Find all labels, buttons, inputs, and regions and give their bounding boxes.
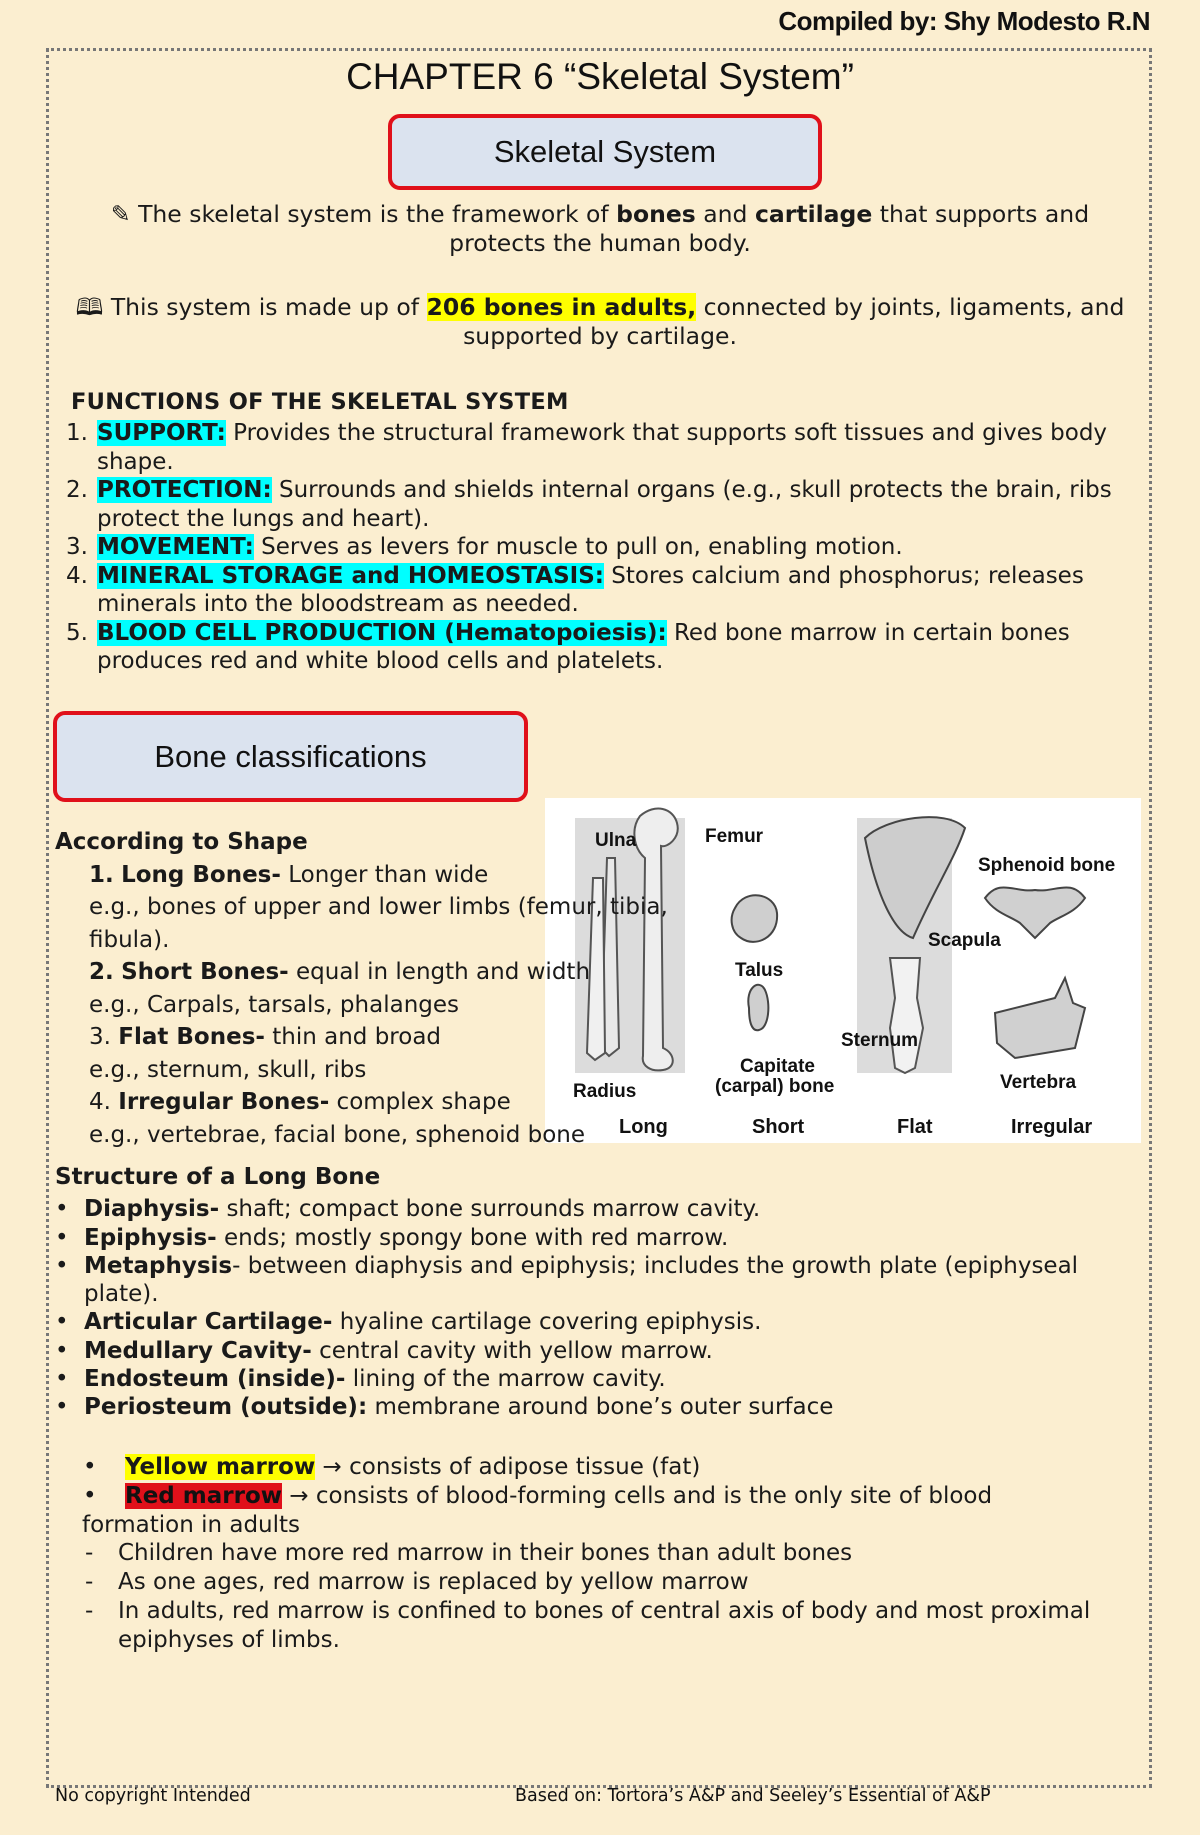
shape-item <box>55 956 695 989</box>
term-desc: hyaline cartilage covering epiphysis. <box>332 1309 762 1336</box>
count-text-2: connected by joints, ligaments, and supported by cartilage. <box>463 293 1125 350</box>
term-desc: - between diaphysis and epiphysis; includes the growth plate (epiphyseal plate). <box>84 1252 1079 1308</box>
capitate-bone <box>748 985 768 1030</box>
shape-example: e.g., bones of upper and lower limbs (femur, tibia, fibula). <box>89 894 668 953</box>
item-number: 4. <box>66 562 88 589</box>
caption-short: Short <box>752 1116 805 1138</box>
shape-example: e.g., Carpals, tarsals, phalanges <box>89 991 459 1018</box>
list-item <box>55 1337 1145 1365</box>
note-text: In adults, red marrow is confined to bones of central axis of body and most proximal epiphyses of limbs. <box>118 1597 1091 1653</box>
marrow-section <box>55 1453 1145 1655</box>
item-text: Stores calcium and phosphorus; releases minerals into the bloodstream as needed. <box>97 562 1084 617</box>
label-talus: Talus <box>735 960 784 981</box>
bones-count-paragraph <box>60 293 1140 351</box>
intro-text-1: The skeletal system is the framework of <box>138 200 617 228</box>
yellow-marrow-text: → consists of adipose tissue (fat) <box>315 1454 701 1480</box>
list-item <box>55 1195 1145 1223</box>
item-number: 5. <box>66 619 88 646</box>
term-desc: central cavity with yellow marrow. <box>311 1337 713 1364</box>
term: Epiphysis- <box>84 1224 217 1251</box>
term: Periosteum (outside): <box>84 1394 368 1421</box>
shape-example: e.g., sternum, skull, ribs <box>89 1056 367 1083</box>
item-number: 2. <box>66 477 88 503</box>
shape-classification <box>55 826 695 1151</box>
label-femur: Femur <box>705 826 764 847</box>
caption-irregular: Irregular <box>1011 1116 1093 1138</box>
bullet-icon: • <box>55 1337 69 1364</box>
label-sternum: Sternum <box>841 1030 919 1051</box>
chapter-title: CHAPTER 6 “Skeletal System” <box>346 56 854 97</box>
term: Metaphysis <box>84 1252 233 1279</box>
red-marrow-text: → consists of blood-forming cells and is the only site of blood <box>282 1482 993 1509</box>
caption-long: Long <box>619 1116 668 1138</box>
shape-num: 2. <box>89 959 114 985</box>
pencil-icon: ✎ <box>110 200 131 228</box>
footer-copyright: No copyright Intended <box>55 1786 251 1806</box>
shape-desc: Longer than wide <box>280 861 489 888</box>
item-number: 1. <box>66 420 88 446</box>
item-label: PROTECTION: <box>97 477 272 503</box>
red-marrow-label: Red marrow <box>125 1482 283 1509</box>
yellow-marrow-label: Yellow marrow <box>125 1454 316 1480</box>
red-marrow-continued: formation in adults <box>82 1511 301 1538</box>
list-item <box>55 1568 1145 1597</box>
item-text: Serves as levers for muscle to pull on, enabling motion. <box>253 534 903 560</box>
item-text: Surrounds and shields internal organs (e.g., skull protects the brain, ribs protect the lungs and heart). <box>97 477 1112 532</box>
section-title-skeletal-system <box>388 114 822 190</box>
intro-bold-cartilage: cartilage <box>754 200 873 228</box>
label-ulna: Ulna <box>595 830 637 851</box>
term: Medullary Cavity- <box>84 1337 312 1364</box>
list-item <box>55 1365 1145 1393</box>
count-text-1: This system is made up of <box>110 293 427 321</box>
shape-heading: According to Shape <box>55 829 308 855</box>
yellow-marrow-item <box>55 1453 1145 1482</box>
item-label: MINERAL STORAGE and HOMEOSTASIS: <box>97 562 604 589</box>
shape-name: Irregular Bones- <box>118 1089 330 1115</box>
intro-bold-bones: bones <box>616 200 696 228</box>
item-number: 3. <box>66 534 88 560</box>
shape-num: 1. <box>89 861 114 888</box>
item-text: Red bone marrow in certain bones produces red and white blood cells and platelets. <box>97 619 1070 674</box>
term-desc: ends; mostly spongy bone with red marrow. <box>216 1224 729 1251</box>
dash-icon: - <box>85 1597 94 1624</box>
list-item <box>55 1308 1145 1336</box>
shape-name: Flat Bones- <box>118 1024 265 1050</box>
shape-item <box>55 1021 695 1054</box>
count-highlight: 206 bones in adults, <box>426 293 697 321</box>
section-title-bone-classifications <box>53 711 528 802</box>
list-item <box>55 1224 1145 1252</box>
list-item <box>55 1539 1145 1568</box>
shape-name: Long Bones- <box>121 861 281 888</box>
sternum-bone <box>890 958 923 1073</box>
shape-name: Short Bones- <box>121 959 289 985</box>
list-item <box>66 562 1146 619</box>
label-sphenoid: Sphenoid bone <box>978 855 1116 876</box>
intro-text-3: that supports and protects the human body. <box>449 200 1090 257</box>
list-item <box>66 476 1146 533</box>
section-title-label: Bone classifications <box>154 738 427 774</box>
bullet-icon: • <box>55 1252 69 1279</box>
term: Diaphysis- <box>84 1196 220 1223</box>
label-radius: Radius <box>573 1081 637 1102</box>
shape-item <box>55 1086 695 1119</box>
bullet-icon: • <box>55 1224 69 1251</box>
structure-heading: Structure of a Long Bone <box>55 1164 381 1190</box>
intro-text-2: and <box>695 200 755 228</box>
list-item <box>55 1252 1145 1309</box>
term-desc: lining of the marrow cavity. <box>345 1366 666 1393</box>
bullet-icon: • <box>55 1366 69 1393</box>
shape-desc: equal in length and width <box>288 959 591 985</box>
functions-list <box>66 419 1146 676</box>
term: Endosteum (inside)- <box>84 1366 346 1393</box>
bullet-icon: • <box>83 1482 97 1509</box>
shape-example: e.g., vertebrae, facial bone, sphenoid bone <box>89 1121 586 1148</box>
book-icon: 🕮 <box>75 293 104 321</box>
red-marrow-item <box>55 1482 1145 1511</box>
shape-num: 4. <box>89 1089 111 1115</box>
shape-desc: complex shape <box>329 1089 511 1115</box>
section-title-label: Skeletal System <box>493 134 717 169</box>
caption-flat: Flat <box>897 1116 933 1138</box>
list-item <box>55 1393 1145 1421</box>
note-text: As one ages, red marrow is replaced by yellow marrow <box>118 1569 749 1596</box>
term-desc: shaft; compact bone surrounds marrow cavity. <box>219 1196 761 1223</box>
bullet-icon: • <box>55 1309 69 1336</box>
item-label: BLOOD CELL PRODUCTION (Hematopoiesis): <box>97 619 667 646</box>
dash-icon: - <box>85 1540 94 1567</box>
term: Articular Cartilage- <box>84 1309 333 1336</box>
intro-paragraph <box>60 200 1140 258</box>
label-vertebra: Vertebra <box>1000 1072 1077 1093</box>
label-scapula: Scapula <box>928 930 1001 951</box>
note-text: Children have more red marrow in their bones than adult bones <box>118 1540 853 1567</box>
shape-desc: thin and broad <box>264 1024 442 1050</box>
term-desc: membrane around bone’s outer surface <box>367 1394 834 1421</box>
long-bone-structure <box>55 1163 1145 1422</box>
list-item <box>66 419 1146 476</box>
label-carpal-bone: (carpal) bone <box>715 1076 835 1097</box>
item-label: SUPPORT: <box>97 420 226 446</box>
label-capitate: Capitate <box>740 1056 815 1077</box>
shape-num: 3. <box>89 1024 111 1050</box>
functions-heading: FUNCTIONS OF THE SKELETAL SYSTEM <box>71 389 569 415</box>
item-text: Provides the structural framework that supports soft tissues and gives body shape. <box>97 420 1108 475</box>
talus-bone <box>732 895 777 942</box>
dash-icon: - <box>85 1569 94 1596</box>
vertebra-bone <box>995 978 1085 1058</box>
list-item <box>66 619 1146 676</box>
bullet-icon: • <box>55 1196 69 1223</box>
bullet-icon: • <box>55 1394 69 1421</box>
footer-source: Based on: Tortora’s A&P and Seeley’s Essential of A&P <box>515 1786 991 1806</box>
compiled-by: Compiled by: Shy Modesto R.N <box>778 6 1150 36</box>
item-label: MOVEMENT: <box>97 534 254 560</box>
list-item <box>66 533 1146 562</box>
bullet-icon: • <box>83 1454 97 1480</box>
shape-item <box>55 859 695 892</box>
list-item <box>55 1597 1145 1655</box>
